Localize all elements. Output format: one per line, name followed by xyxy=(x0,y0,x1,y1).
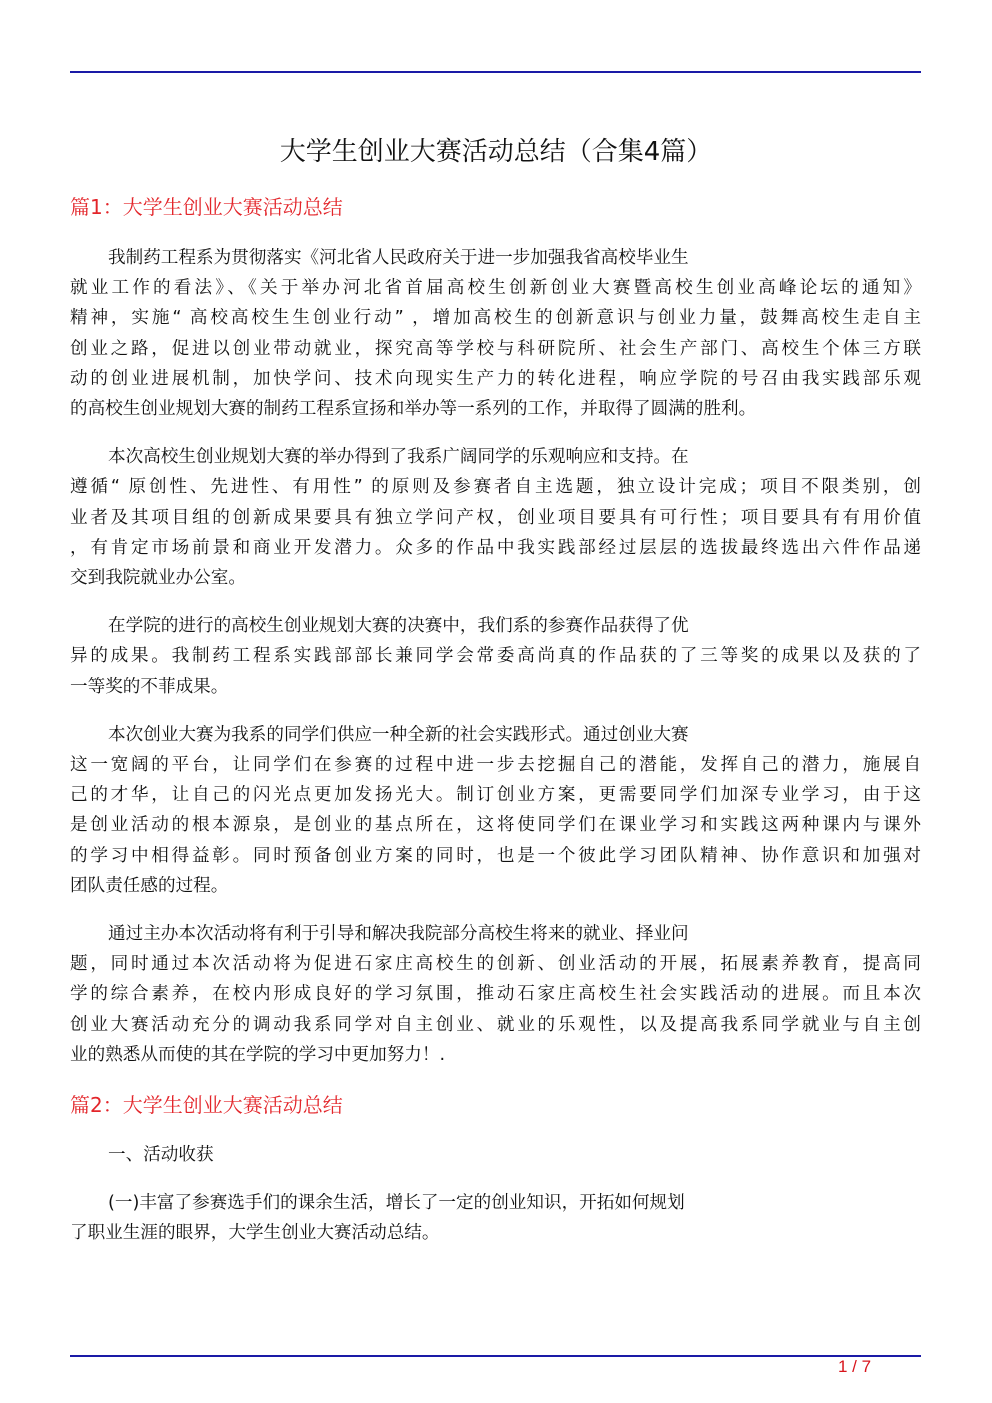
paragraph-line: 这一宽阔的平台，让同学们在参赛的过程中进一步去挖掘自己的潜能，发挥自己的潜力，施展自 xyxy=(70,755,921,776)
paragraph-line: (一)丰富了参赛选手们的课余生活，增长了一定的创业知识，开拓如何规划 xyxy=(108,1193,685,1214)
document-title: 大学生创业大赛活动总结（合集4篇） xyxy=(279,137,713,167)
paragraph-line: 创业之路，促进以创业带动就业，探究高等学校与科研院所、社会生产部门、高校生个体三方联 xyxy=(70,338,921,359)
section-heading-1: 篇1：大学生创业大赛活动总结 xyxy=(70,195,343,219)
paragraph xyxy=(70,1188,921,1248)
page-number: 1 / 7 xyxy=(838,1357,872,1376)
paragraph-line: 了职业生涯的眼界，大学生创业大赛活动总结。 xyxy=(70,1223,440,1244)
paragraph-line: 一、活动收获 xyxy=(108,1145,214,1165)
section-2-body xyxy=(70,1140,921,1267)
paragraph xyxy=(70,720,921,901)
paragraph-line: 就业工作的看法》、《关于举办河北省首届高校生创新创业大赛暨高校生创业高峰论坛的通知》 xyxy=(70,278,921,299)
paragraph xyxy=(70,1140,921,1170)
paragraph-line: 我制药工程系为贯彻落实《河北省人民政府关于进一步加强我省高校毕业生 xyxy=(108,248,689,268)
paragraph-line: 题，同时通过本次活动将为促进石家庄高校生的创新、创业活动的开展，拓展素养教育，提高同 xyxy=(70,954,921,975)
paragraph-line: 业的熟悉从而使的其在学院的学习中更加努力！. xyxy=(70,1044,446,1065)
paragraph xyxy=(70,442,921,593)
paragraph-line: 交到我院就业办公室。 xyxy=(70,568,246,589)
paragraph-line: ，有肯定市场前景和商业开发潜力。众多的作品中我实践部经过层层的选拔最终选出六件作品递 xyxy=(70,537,921,558)
section-heading-2: 篇2：大学生创业大赛活动总结 xyxy=(70,1093,343,1117)
header-rule xyxy=(70,71,921,73)
paragraph-line: 动的创业进展机制，加快学问、技术向现实生产力的转化进程，响应学院的号召由我实践部乐观 xyxy=(70,368,921,389)
paragraph-line: 的高校生创业规划大赛的制药工程系宣扬和举办等一系列的工作，并取得了圆满的胜利。 xyxy=(70,399,757,420)
paragraph-line: 在学院的进行的高校生创业规划大赛的决赛中，我们系的参赛作品获得了优 xyxy=(108,616,689,637)
paragraph-line: 的学习中相得益彰。同时预备创业方案的同时，也是一个彼此学习团队精神、协作意识和加强对 xyxy=(70,845,921,866)
paragraph xyxy=(70,243,921,424)
paragraph-line: 创业大赛活动充分的调动我系同学对自主创业、就业的乐观性，以及提高我系同学就业与自主创 xyxy=(70,1014,921,1035)
paragraph-line: 本次创业大赛为我系的同学们供应一种全新的社会实践形式。通过创业大赛 xyxy=(108,724,689,745)
footer-rule xyxy=(70,1355,921,1357)
paragraph-line: 是创业活动的根本源泉，是创业的基点所在，这将使同学们在课业学习和实践这两种课内与课外 xyxy=(70,815,921,836)
paragraph-line: 本次高校生创业规划大赛的举办得到了我系广阔同学的乐观响应和支持。在 xyxy=(108,447,689,468)
paragraph-line: 团队责任感的过程。 xyxy=(70,875,229,896)
paragraph-line: 异的成果。我制药工程系实践部部长兼同学会常委高尚真的作品获的了三等奖的成果以及获的了 xyxy=(70,646,921,667)
paragraph-line: 通过主办本次活动将有利于引导和解决我院部分高校生将来的就业、择业问 xyxy=(108,924,689,945)
paragraph xyxy=(70,611,921,702)
paragraph-line: 精神，实施“ 高校高校生生创业行动” ，增加高校生的创新意识与创业力量，鼓舞高校生走自主 xyxy=(70,308,921,329)
paragraph-line: 己的才华，让自己的闪光点更加发扬光大。制订创业方案，更需要同学们加深专业学习，由于这 xyxy=(70,785,921,806)
paragraph-line: 遵循“ 原创性、先进性、有用性” 的原则及参赛者自主选题，独立设计完成；项目不限类别，创 xyxy=(70,477,921,498)
paragraph-line: 学的综合素养，在校内形成良好的学习氛围，推动石家庄高校生社会实践活动的进展。而且本次 xyxy=(70,984,921,1005)
paragraph xyxy=(70,919,921,1070)
paragraph-line: 一等奖的不菲成果。 xyxy=(70,676,229,697)
section-1-body xyxy=(70,243,921,1088)
paragraph-line: 业者及其项目组的创新成果要具有独立学问产权，创业项目要具有可行性；项目要具有有用价值 xyxy=(70,507,921,528)
